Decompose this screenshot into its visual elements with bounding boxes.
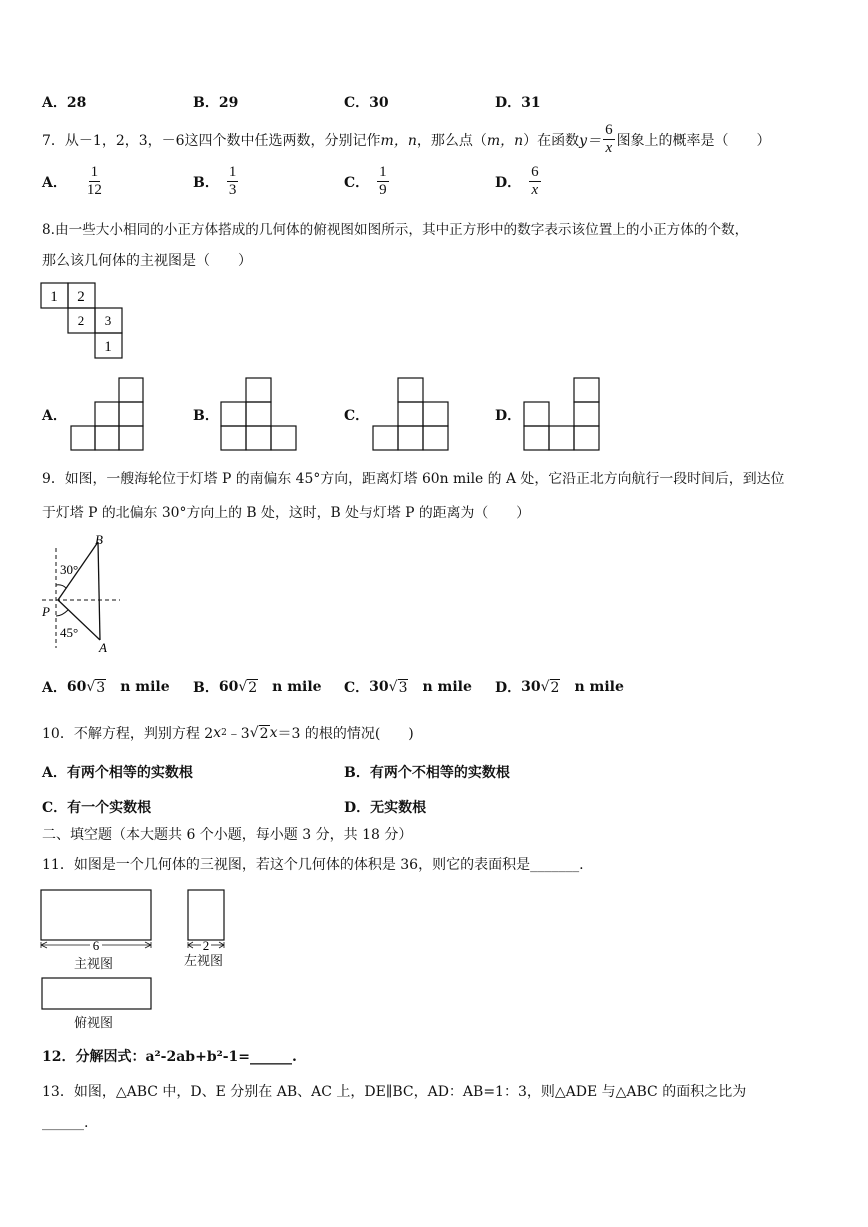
q6-option-d: D．31 <box>495 95 541 111</box>
q9-angle-30: 30° <box>60 562 79 577</box>
q10-option-c: C．有一个实数根 <box>42 800 152 816</box>
q7-a-num: 1 <box>90 164 99 180</box>
q9-d-rad: 2 <box>550 679 560 696</box>
q9-b-unit: n mile <box>272 679 322 695</box>
q11-top-label: 俯视图 <box>74 1016 114 1031</box>
q7-b-den: 3 <box>228 182 237 198</box>
q8-stem-line2: 那么该几何体的主视图是（ ） <box>42 253 252 269</box>
q11-left-dim: 2 <box>202 938 210 953</box>
q9-a-letter: A． <box>42 680 67 696</box>
q7-c-den: 9 <box>379 182 387 198</box>
q10-stem: 10．不解方程，判别方程 2 x 2 ﹣3 √ 2 x ＝3 的根的情况( ) <box>42 725 414 742</box>
q7-option-b <box>193 164 240 199</box>
q8-option-b-letter: B． <box>193 408 219 424</box>
q13-stem-line1: 13．如图，△ABC 中，D、E 分别在 AB、AC 上，DE∥BC，AD：AB=1：3，则△ADE 与△ABC 的面积之比为 <box>42 1084 747 1100</box>
q9-d-unit: n mile <box>574 679 624 695</box>
q6-option-b: B．29 <box>193 95 239 111</box>
q7-stem-part2: ，那么点（ <box>416 132 487 149</box>
q9-b-rad: 2 <box>248 679 258 696</box>
q8-option-c-figure <box>372 376 450 452</box>
q11-front-label: 主视图 <box>74 957 114 972</box>
q7-func-den: x <box>605 140 613 156</box>
q8-grid-cell-4: 3 <box>104 313 112 328</box>
q7-option-a <box>42 164 104 199</box>
q7-func-num: 6 <box>605 122 613 138</box>
q7-option-c-letter: C． <box>344 174 370 191</box>
section-2-heading: 二、填空题（本大题共 6 个小题，每小题 3 分，共 18 分） <box>42 827 413 843</box>
q8-grid-cell-5: 1 <box>104 339 112 355</box>
q7-option-a-fraction <box>87 164 102 199</box>
q8-top-view-grid <box>40 282 124 362</box>
q10-option-d: D．无实数根 <box>344 800 427 816</box>
q7-a-den: 12 <box>86 182 102 198</box>
q9-angle-45: 45° <box>60 625 79 640</box>
q6-option-c: C．30 <box>344 95 389 111</box>
q7-option-b-letter: B． <box>193 174 219 191</box>
q9-d-coef: 30 <box>521 679 541 695</box>
q10-stem-part2: ﹣3 <box>226 726 250 742</box>
q7-func-fraction <box>603 122 615 157</box>
q7-option-d <box>495 164 543 199</box>
q9-label-a: A <box>99 640 107 655</box>
q8-option-c-letter: C． <box>344 408 370 424</box>
q8-option-d-letter: D． <box>495 408 522 424</box>
q9-label-p: P <box>42 604 50 619</box>
q7-option-d-fraction <box>529 164 541 199</box>
q9-stem-line2: 于灯塔 P 的北偏东 30°方向上的 B 处，这时，B 处与灯塔 P 的距离为（ ） <box>42 505 530 521</box>
q8-option-a-letter: A． <box>42 408 67 424</box>
q7-stem <box>42 122 771 157</box>
q7-stem-part1: 7．从－1，2，3，－6这四个数中任选两数，分别记作 <box>42 132 381 149</box>
q11-front-dim: 6 <box>92 938 100 953</box>
q10-stem-part1: 10．不解方程，判别方程 2 <box>42 726 214 742</box>
q7-option-b-fraction <box>227 164 239 199</box>
q9-stem-line1: 9．如图，一艘海轮位于灯塔 P 的南偏东 45°方向，距离灯塔 60n mile 的 A 处，它沿正北方向航行一段时间后，到达位 <box>42 471 785 487</box>
q7-b-num: 1 <box>228 164 237 180</box>
q9-option-d: D． 30 √ 2 n mile <box>495 679 624 696</box>
q7-option-c <box>344 164 391 199</box>
q8-option-d-figure <box>523 376 603 452</box>
q7-func-y: y＝ <box>579 132 602 149</box>
q8-option-b-figure <box>220 376 298 452</box>
q9-c-unit: n mile <box>422 679 472 695</box>
q7-stem-mn: m，n <box>380 132 417 149</box>
q9-c-letter: C． <box>344 680 370 696</box>
q9-b-coef: 60 <box>218 679 239 695</box>
q9-d-letter: D． <box>495 680 522 696</box>
q10-x: x <box>213 725 222 741</box>
q8-grid-cell-3: 2 <box>77 313 85 328</box>
q9-b-letter: B． <box>193 680 219 696</box>
q9-a-coef: 60 <box>66 679 87 695</box>
q8-grid-cell-2: 2 <box>77 289 85 305</box>
q10-option-b: B．有两个不相等的实数根 <box>344 765 510 781</box>
q10-stem-part3: ＝3 的根的情况( ) <box>277 726 414 742</box>
q7-stem-part3: ）在函数 <box>523 132 580 149</box>
q7-stem-mn2: m，n <box>486 132 524 149</box>
q9-a-rad: 3 <box>96 679 106 696</box>
q7-option-c-fraction <box>377 164 389 199</box>
q9-option-a: A． 60 √ 3 n mile <box>42 679 170 696</box>
q10-x2: x <box>269 725 278 741</box>
q7-c-num: 1 <box>379 164 387 180</box>
q7-stem-part4: 图象上的概率是（ ） <box>616 132 771 149</box>
q8-option-a-figure <box>70 376 146 452</box>
q9-option-b: B． 60 √ 2 n mile <box>193 679 322 696</box>
q11-stem: 11．如图是一个几何体的三视图，若这个几何体的体积是 36，则它的表面积是_______. <box>42 857 584 873</box>
q8-grid-cell-1: 1 <box>50 289 58 305</box>
q9-lighthouse-figure <box>38 530 122 656</box>
q10-exponent: 2 <box>221 728 227 738</box>
q7-option-d-letter: D． <box>495 174 522 191</box>
q9-option-c: C． 30 √ 3 n mile <box>344 679 472 696</box>
q12-stem: 12．分解因式：a²-2ab+b²-1=______. <box>42 1049 297 1065</box>
q6-option-a: A．28 <box>42 95 87 111</box>
q9-c-rad: 3 <box>398 679 408 696</box>
q9-c-coef: 30 <box>369 679 389 695</box>
q11-left-label: 左视图 <box>184 954 224 969</box>
q7-d-den: x <box>531 182 539 198</box>
q9-label-b: B <box>95 532 103 547</box>
q7-d-num: 6 <box>531 164 539 180</box>
q13-stem-line2: ______. <box>42 1115 89 1131</box>
q7-option-a-letter: A． <box>42 174 67 191</box>
q10-radicand: 2 <box>259 725 269 742</box>
q10-option-a: A．有两个相等的实数根 <box>42 765 193 781</box>
q9-a-unit: n mile <box>120 679 170 695</box>
q8-stem-line1: 8.由一些大小相同的小正方体搭成的几何体的俯视图如图所示，其中正方形中的数字表示该位置上的小正方体的个数， <box>42 222 749 238</box>
